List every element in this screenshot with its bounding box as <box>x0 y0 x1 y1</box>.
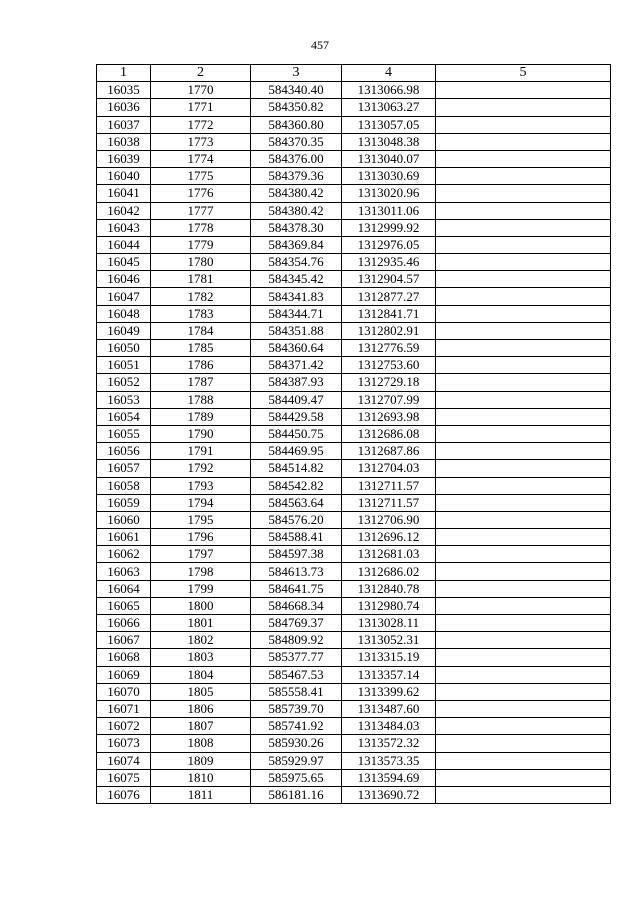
table-cell: 584542.82 <box>251 477 342 494</box>
table-row <box>97 666 611 683</box>
table-cell: 16055 <box>97 425 151 442</box>
table-cell: 1312704.03 <box>342 460 436 477</box>
table-cell: 1312935.46 <box>342 254 436 271</box>
table-cell: 584345.42 <box>251 271 342 288</box>
table-cell: 584360.64 <box>251 340 342 357</box>
table-cell: 1795 <box>151 511 251 528</box>
table-cell: 585930.26 <box>251 735 342 752</box>
table-cell: 1800 <box>151 597 251 614</box>
table-row <box>97 752 611 769</box>
table-cell: 16060 <box>97 511 151 528</box>
table-cell: 1313020.96 <box>342 185 436 202</box>
table-row <box>97 322 611 339</box>
table-cell: 16047 <box>97 288 151 305</box>
table-cell: 1312693.98 <box>342 408 436 425</box>
table-cell: 16057 <box>97 460 151 477</box>
table-row <box>97 718 611 735</box>
table-cell: 1778 <box>151 219 251 236</box>
table-cell: 1313484.03 <box>342 718 436 735</box>
table-cell: 1803 <box>151 649 251 666</box>
table-cell: 1313690.72 <box>342 786 436 803</box>
table-row <box>97 408 611 425</box>
table-cell: 1773 <box>151 133 251 150</box>
table-cell <box>436 443 611 460</box>
table-cell: 1312976.05 <box>342 236 436 253</box>
table-cell: 1777 <box>151 202 251 219</box>
table-cell: 584341.83 <box>251 288 342 305</box>
table-cell: 1313572.32 <box>342 735 436 752</box>
table-cell: 16038 <box>97 133 151 150</box>
table-row <box>97 236 611 253</box>
table-cell: 1809 <box>151 752 251 769</box>
table-cell: 16056 <box>97 443 151 460</box>
table-cell: 584641.75 <box>251 580 342 597</box>
table-cell: 1780 <box>151 254 251 271</box>
table-cell: 1313357.14 <box>342 666 436 683</box>
table-cell <box>436 546 611 563</box>
table-cell: 585558.41 <box>251 683 342 700</box>
table-cell: 16043 <box>97 219 151 236</box>
table-cell: 1775 <box>151 168 251 185</box>
table-row <box>97 683 611 700</box>
table-cell: 16045 <box>97 254 151 271</box>
table-cell: 1312686.08 <box>342 425 436 442</box>
table-cell: 585467.53 <box>251 666 342 683</box>
table-row <box>97 82 611 99</box>
table-cell: 584450.75 <box>251 425 342 442</box>
table-row <box>97 443 611 460</box>
table-cell <box>436 185 611 202</box>
table-cell <box>436 529 611 546</box>
table-cell <box>436 494 611 511</box>
table-cell: 1313573.35 <box>342 752 436 769</box>
table-cell: 584409.47 <box>251 391 342 408</box>
table-cell: 1312729.18 <box>342 374 436 391</box>
table-cell: 16049 <box>97 322 151 339</box>
table-cell: 1781 <box>151 271 251 288</box>
table-cell: 16074 <box>97 752 151 769</box>
table-cell: 1313057.05 <box>342 116 436 133</box>
table-row <box>97 649 611 666</box>
table-cell: 1770 <box>151 82 251 99</box>
table-cell: 584360.80 <box>251 116 342 133</box>
table-cell <box>436 563 611 580</box>
table-cell: 1790 <box>151 425 251 442</box>
table-cell <box>436 769 611 786</box>
table-cell: 584340.40 <box>251 82 342 99</box>
table-cell <box>436 219 611 236</box>
table-cell: 585975.65 <box>251 769 342 786</box>
table-cell: 1797 <box>151 546 251 563</box>
table-cell <box>436 391 611 408</box>
table-cell: 584371.42 <box>251 357 342 374</box>
table-cell: 16064 <box>97 580 151 597</box>
table-cell: 16075 <box>97 769 151 786</box>
table-cell: 1785 <box>151 340 251 357</box>
table-cell <box>436 305 611 322</box>
table-row <box>97 219 611 236</box>
table-cell: 16051 <box>97 357 151 374</box>
table-row <box>97 254 611 271</box>
table-row <box>97 769 611 786</box>
table-cell: 584350.82 <box>251 99 342 116</box>
table-cell: 1312681.03 <box>342 546 436 563</box>
table-cell <box>436 683 611 700</box>
table-cell: 1805 <box>151 683 251 700</box>
table-cell: 1313011.06 <box>342 202 436 219</box>
table-cell: 1312706.90 <box>342 511 436 528</box>
table-cell: 1312840.78 <box>342 580 436 597</box>
table-cell <box>436 150 611 167</box>
table-cell: 1312711.57 <box>342 494 436 511</box>
table-cell <box>436 340 611 357</box>
table-cell: 1313066.98 <box>342 82 436 99</box>
table-cell: 1312802.91 <box>342 322 436 339</box>
table-row <box>97 735 611 752</box>
table-cell <box>436 700 611 717</box>
table-cell: 585377.77 <box>251 649 342 666</box>
table-cell: 1789 <box>151 408 251 425</box>
table-row <box>97 563 611 580</box>
table-cell: 584378.30 <box>251 219 342 236</box>
table-cell <box>436 408 611 425</box>
table-row <box>97 511 611 528</box>
table-cell: 1312687.86 <box>342 443 436 460</box>
table-cell: 1772 <box>151 116 251 133</box>
table-row <box>97 460 611 477</box>
table-cell: 16040 <box>97 168 151 185</box>
table-cell: 584809.92 <box>251 632 342 649</box>
table-cell: 585929.97 <box>251 752 342 769</box>
table-cell: 16052 <box>97 374 151 391</box>
table-cell: 1776 <box>151 185 251 202</box>
table-cell: 16067 <box>97 632 151 649</box>
table-cell <box>436 254 611 271</box>
table-cell <box>436 597 611 614</box>
table-cell: 584769.37 <box>251 615 342 632</box>
table-cell: 1793 <box>151 477 251 494</box>
table-cell: 584379.36 <box>251 168 342 185</box>
table-row <box>97 391 611 408</box>
table-row <box>97 357 611 374</box>
table-cell <box>436 632 611 649</box>
table-cell: 1313594.69 <box>342 769 436 786</box>
table-cell: 585741.92 <box>251 718 342 735</box>
table-cell: 1312999.92 <box>342 219 436 236</box>
table-row <box>97 632 611 649</box>
table-cell <box>436 271 611 288</box>
table-cell: 584344.71 <box>251 305 342 322</box>
table-cell: 16046 <box>97 271 151 288</box>
table-cell: 1313052.31 <box>342 632 436 649</box>
table-cell: 16048 <box>97 305 151 322</box>
table-row <box>97 202 611 219</box>
table-cell: 1313030.69 <box>342 168 436 185</box>
table-cell: 16041 <box>97 185 151 202</box>
table-cell: 584376.00 <box>251 150 342 167</box>
table-cell: 1312980.74 <box>342 597 436 614</box>
table-cell: 16063 <box>97 563 151 580</box>
table-cell <box>436 718 611 735</box>
table-cell: 1312776.59 <box>342 340 436 357</box>
table-cell: 1788 <box>151 391 251 408</box>
table-cell: 16072 <box>97 718 151 735</box>
table-cell: 16042 <box>97 202 151 219</box>
table-cell: 16050 <box>97 340 151 357</box>
table-cell: 584576.20 <box>251 511 342 528</box>
table-cell: 584380.42 <box>251 185 342 202</box>
table-cell: 16036 <box>97 99 151 116</box>
table-row <box>97 340 611 357</box>
table-cell: 584563.64 <box>251 494 342 511</box>
table-cell: 1771 <box>151 99 251 116</box>
table-row <box>97 168 611 185</box>
table-cell: 584351.88 <box>251 322 342 339</box>
table-cell: 1799 <box>151 580 251 597</box>
table-cell <box>436 236 611 253</box>
table-cell <box>436 322 611 339</box>
column-header: 1 <box>97 65 151 82</box>
column-header: 3 <box>251 65 342 82</box>
table-cell: 1804 <box>151 666 251 683</box>
table-row <box>97 477 611 494</box>
table-row <box>97 786 611 803</box>
table-cell: 1807 <box>151 718 251 735</box>
table-header-row <box>97 65 611 82</box>
table-cell: 1791 <box>151 443 251 460</box>
table-cell: 1313040.07 <box>342 150 436 167</box>
table-cell: 1313048.38 <box>342 133 436 150</box>
table-cell: 16073 <box>97 735 151 752</box>
table-cell: 1313315.19 <box>342 649 436 666</box>
table-cell: 584514.82 <box>251 460 342 477</box>
table-row <box>97 150 611 167</box>
table-row <box>97 546 611 563</box>
table-cell: 1801 <box>151 615 251 632</box>
table-cell: 16069 <box>97 666 151 683</box>
table-cell: 584354.76 <box>251 254 342 271</box>
table-row <box>97 185 611 202</box>
table-cell <box>436 615 611 632</box>
table-cell: 1312686.02 <box>342 563 436 580</box>
table-cell: 1774 <box>151 150 251 167</box>
table-cell: 1779 <box>151 236 251 253</box>
table-row <box>97 133 611 150</box>
table-cell: 16070 <box>97 683 151 700</box>
table-cell <box>436 580 611 597</box>
table-cell <box>436 288 611 305</box>
table-cell: 1786 <box>151 357 251 374</box>
table-row <box>97 305 611 322</box>
table-cell: 1806 <box>151 700 251 717</box>
table-cell: 585739.70 <box>251 700 342 717</box>
table-cell: 1808 <box>151 735 251 752</box>
table-cell <box>436 99 611 116</box>
table-cell: 16054 <box>97 408 151 425</box>
table-cell: 1811 <box>151 786 251 803</box>
table-cell: 1784 <box>151 322 251 339</box>
table-cell: 16059 <box>97 494 151 511</box>
column-header: 5 <box>436 65 611 82</box>
table-row <box>97 580 611 597</box>
table-cell <box>436 511 611 528</box>
table-cell <box>436 133 611 150</box>
table-cell <box>436 425 611 442</box>
table-cell: 584370.35 <box>251 133 342 150</box>
table-body <box>97 82 611 804</box>
table-cell: 1792 <box>151 460 251 477</box>
table-cell: 586181.16 <box>251 786 342 803</box>
table-cell: 584469.95 <box>251 443 342 460</box>
table-row <box>97 116 611 133</box>
table-cell: 1312877.27 <box>342 288 436 305</box>
table-row <box>97 271 611 288</box>
table-cell: 16076 <box>97 786 151 803</box>
column-header: 2 <box>151 65 251 82</box>
table-cell: 1782 <box>151 288 251 305</box>
table-row <box>97 99 611 116</box>
table-cell: 1787 <box>151 374 251 391</box>
table-cell <box>436 357 611 374</box>
table-row <box>97 597 611 614</box>
table-cell <box>436 477 611 494</box>
table-cell: 16035 <box>97 82 151 99</box>
table-cell: 16061 <box>97 529 151 546</box>
table-cell: 16044 <box>97 236 151 253</box>
table-row <box>97 425 611 442</box>
table-row <box>97 700 611 717</box>
table-cell: 584597.38 <box>251 546 342 563</box>
table-cell: 1810 <box>151 769 251 786</box>
table-cell <box>436 786 611 803</box>
table-cell <box>436 666 611 683</box>
table-cell: 1312707.99 <box>342 391 436 408</box>
table-cell: 16065 <box>97 597 151 614</box>
table-cell: 1796 <box>151 529 251 546</box>
table-row <box>97 615 611 632</box>
table-cell <box>436 116 611 133</box>
table-cell: 584369.84 <box>251 236 342 253</box>
table-cell: 584387.93 <box>251 374 342 391</box>
table-cell: 1313028.11 <box>342 615 436 632</box>
table-cell: 1802 <box>151 632 251 649</box>
table-cell: 584613.73 <box>251 563 342 580</box>
table-cell: 16053 <box>97 391 151 408</box>
table-cell: 584429.58 <box>251 408 342 425</box>
table-cell: 16058 <box>97 477 151 494</box>
table-cell: 16037 <box>97 116 151 133</box>
table-cell <box>436 168 611 185</box>
table-cell: 1312696.12 <box>342 529 436 546</box>
table-cell: 16062 <box>97 546 151 563</box>
table-cell: 16039 <box>97 150 151 167</box>
table-cell: 584668.34 <box>251 597 342 614</box>
table-cell: 1312904.57 <box>342 271 436 288</box>
table-cell: 1798 <box>151 563 251 580</box>
table-cell <box>436 752 611 769</box>
table-cell: 584588.41 <box>251 529 342 546</box>
table-cell <box>436 460 611 477</box>
table-cell: 1313399.62 <box>342 683 436 700</box>
table-row <box>97 494 611 511</box>
table-cell: 1313063.27 <box>342 99 436 116</box>
table-cell: 16068 <box>97 649 151 666</box>
table-cell <box>436 649 611 666</box>
table-cell: 1313487.60 <box>342 700 436 717</box>
table-cell: 1312711.57 <box>342 477 436 494</box>
table-cell <box>436 202 611 219</box>
table-cell <box>436 374 611 391</box>
column-header: 4 <box>342 65 436 82</box>
table-cell: 1312753.60 <box>342 357 436 374</box>
table-row <box>97 374 611 391</box>
table-row <box>97 288 611 305</box>
table-cell: 16071 <box>97 700 151 717</box>
table-cell: 584380.42 <box>251 202 342 219</box>
table-cell <box>436 82 611 99</box>
table-row <box>97 529 611 546</box>
table-cell: 16066 <box>97 615 151 632</box>
table-cell: 1794 <box>151 494 251 511</box>
table-cell <box>436 735 611 752</box>
page-number: 457 <box>311 38 329 52</box>
table-cell: 1783 <box>151 305 251 322</box>
table-cell: 1312841.71 <box>342 305 436 322</box>
coordinates-table <box>96 64 611 804</box>
